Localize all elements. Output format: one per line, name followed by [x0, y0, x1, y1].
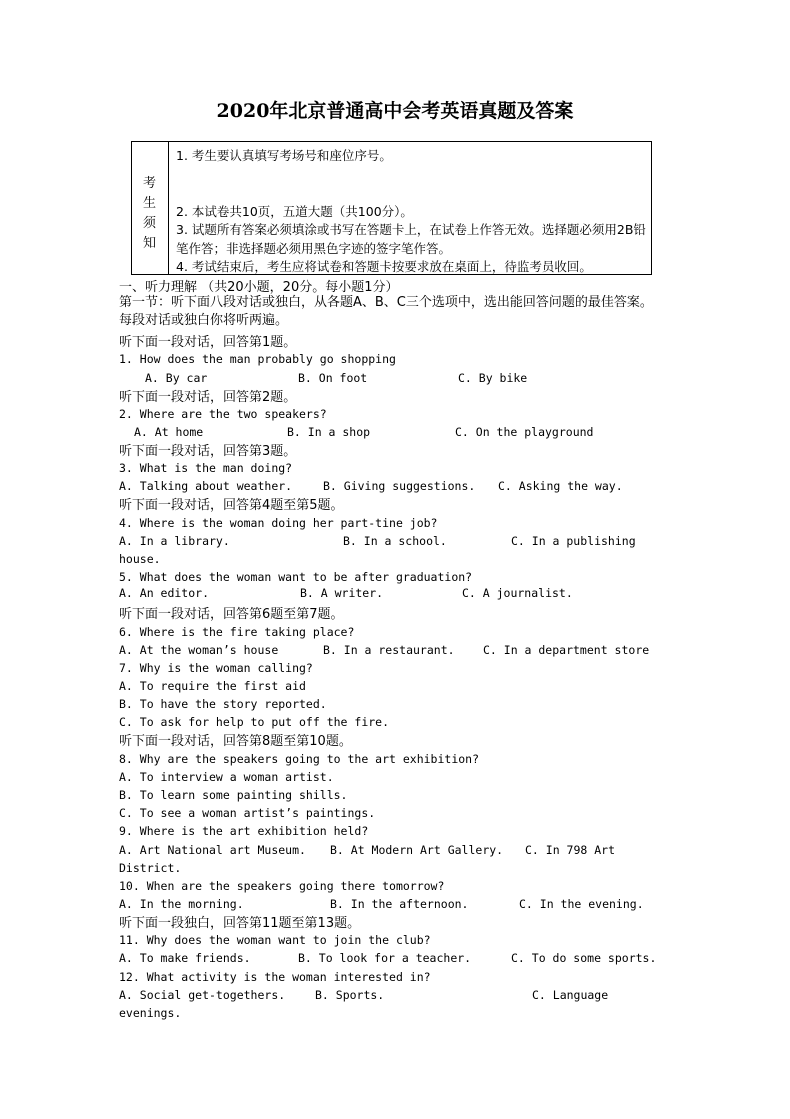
option-a: A. In the morning.: [119, 897, 244, 911]
notice-item: 4. 考试结束后，考生应将试卷和答题卡按要求放在桌面上，待监考员收回。: [176, 259, 592, 274]
dialogue-instruction: 听下面一段对话，回答第1题。: [119, 335, 297, 350]
option-c: C. In 798 Art: [525, 843, 616, 857]
question: 9. Where is the art exhibition held?: [119, 824, 369, 838]
option-b: B. A writer.: [300, 586, 384, 600]
option-c: C. On the playground: [455, 425, 594, 439]
option-c: C. A journalist.: [462, 586, 573, 600]
notice-item: 3. 试题所有答案必须填涂或书写在答题卡上，在试卷上作答无效。选择题必须用2B铅笔作答；非选择题必须用黑色字迹的签字笔作答。: [176, 222, 646, 256]
option-b: B. Giving suggestions.: [323, 479, 476, 493]
section-title: 一、听力理解 （共20小题，20分。每小题1分）: [119, 280, 399, 295]
monologue-instruction: 听下面一段独白，回答第11题至第13题。: [119, 916, 361, 931]
option-a: A. In a library.: [119, 534, 230, 548]
option-b: B. In a school.: [343, 534, 447, 548]
option-b: B. In the afternoon.: [330, 897, 469, 911]
option-c: C. To see a woman artist’s paintings.: [119, 806, 376, 820]
option-a: A. To interview a woman artist.: [119, 770, 334, 784]
page-title: 2020年北京普通高中会考英语真题及答案: [216, 100, 574, 122]
option-b: B. To look for a teacher.: [298, 951, 472, 965]
question: 12. What activity is the woman interested in?: [119, 970, 431, 984]
notice-label-char: 考: [143, 176, 157, 191]
option-a: A. At home: [134, 425, 204, 439]
notice-label-char: 须: [143, 216, 157, 231]
option-a: A. Talking about weather.: [119, 479, 293, 493]
option-a: A. An editor.: [119, 586, 210, 600]
option-c: C. In a publishing: [511, 534, 636, 548]
option-a: A. To make friends.: [119, 951, 251, 965]
dialogue-instruction: 听下面一段对话，回答第6题至第7题。: [119, 607, 344, 622]
notice-item: 1. 考生要认真填写考场号和座位序号。: [176, 148, 392, 163]
option-a: A. Art National art Museum.: [119, 843, 306, 857]
option-b: B. To have the story reported.: [119, 697, 327, 711]
question: 6. Where is the fire taking place?: [119, 625, 355, 639]
question: 5. What does the woman want to be after graduation?: [119, 570, 473, 584]
option-c: C. In the evening.: [519, 897, 644, 911]
option-c: C. By bike: [458, 371, 528, 385]
option-a: A. Social get-togethers.: [119, 988, 286, 1002]
option-c: C. To do some sports.: [511, 951, 657, 965]
notice-label-char: 生: [143, 196, 157, 211]
option-b: B. On foot: [298, 371, 368, 385]
option-c-continued: house.: [119, 552, 161, 566]
notice-box: [131, 141, 652, 275]
dialogue-instruction: 听下面一段对话，回答第2题。: [119, 390, 297, 405]
option-c-continued: evenings.: [119, 1006, 182, 1020]
option-b: B. In a shop: [287, 425, 371, 439]
notice-item: 2. 本试卷共10页，五道大题（共100分）。: [176, 204, 413, 219]
option-b: B. At Modern Art Gallery.: [330, 843, 504, 857]
question: 2. Where are the two speakers?: [119, 407, 327, 421]
question: 8. Why are the speakers going to the art exhibition?: [119, 752, 480, 766]
option-c-continued: District.: [119, 861, 182, 875]
dialogue-instruction: 听下面一段对话，回答第4题至第5题。: [119, 498, 344, 513]
option-a: A. To require the first aid: [119, 679, 306, 693]
question: 10. When are the speakers going there tomorrow?: [119, 879, 445, 893]
section-instructions: 第一节：听下面八段对话或独白，从各题A、B、C三个选项中，选出能回答问题的最佳答案。每段对话或独白你将听两遍。: [119, 295, 653, 328]
option-c: C. In a department store: [483, 643, 650, 657]
question: 1. How does the man probably go shopping: [119, 352, 396, 366]
option-b: B. To learn some painting shills.: [119, 788, 348, 802]
question: 4. Where is the woman doing her part-tine job?: [119, 516, 438, 530]
question: 3. What is the man doing?: [119, 461, 293, 475]
dialogue-instruction: 听下面一段对话，回答第3题。: [119, 444, 297, 459]
option-c: C. Asking the way.: [498, 479, 623, 493]
question: 7. Why is the woman calling?: [119, 661, 313, 675]
option-c: C. To ask for help to put off the fire.: [119, 715, 390, 729]
option-b: B. Sports.: [315, 988, 385, 1002]
option-a: A. At the woman’s house: [119, 643, 279, 657]
question: 11. Why does the woman want to join the club?: [119, 933, 431, 947]
option-c: C. Language: [532, 988, 609, 1002]
option-a: A. By car: [145, 371, 208, 385]
notice-label: [132, 142, 169, 274]
option-b: B. In a restaurant.: [323, 643, 455, 657]
dialogue-instruction: 听下面一段对话，回答第8题至第10题。: [119, 734, 352, 749]
notice-label-char: 知: [143, 236, 157, 251]
